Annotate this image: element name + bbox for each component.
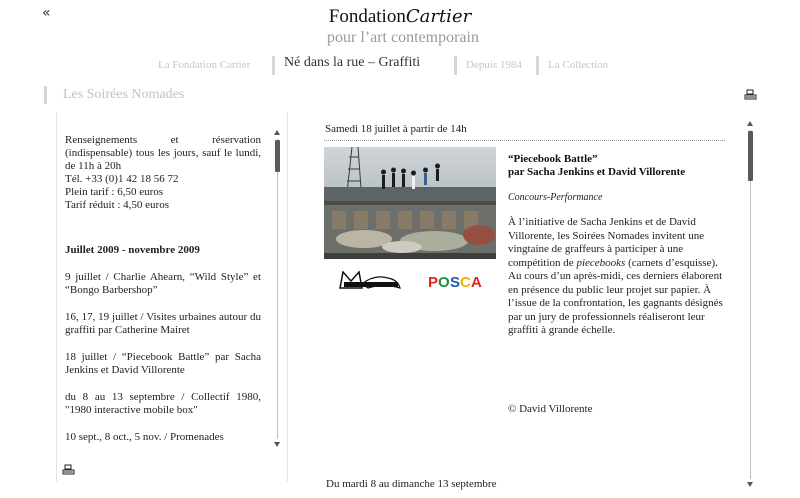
print-icon[interactable] [744,89,757,104]
sidebar-contact-block [65,134,261,212]
scroll-down-icon[interactable] [273,442,282,448]
logo-word-cartier: Cartier [405,6,472,27]
scroll-up-icon[interactable] [273,130,282,136]
nav-separator [272,56,275,75]
logo-title [0,6,800,28]
sidebar-content [65,134,261,458]
scroll-up-icon[interactable] [746,121,755,127]
section-title: Les Soirées Nomades [63,87,185,102]
sidebar-event-link[interactable]: 16, 17, 19 juillet / Visites urbaines autour du graffiti par Catherine Mairet [65,311,261,336]
scroll-track[interactable] [750,130,751,479]
event-description-italic: piecebooks [576,256,626,269]
posca-logo [428,274,482,291]
sponsor-logos [324,268,496,292]
sidebar-scrollbar[interactable] [273,130,282,448]
sidebar-event-link[interactable]: 18 juillet / “Piecebook Battle” par Sacha Jenkins et David Villorente [65,351,261,376]
dotted-divider [324,140,725,141]
svg-text:O: O [438,274,450,291]
logo-subtitle: pour l’art contemporain [327,29,479,46]
scroll-track[interactable] [277,139,278,439]
event-description-part1: À l’initiative de Sacha Jenkins et de David Villorente, les Soirées Nomades invitent une vingtaine de graffeurs à participer à une compétition de [508,216,705,269]
sidebar-full-price: Plein tarif : 6,50 euros [65,186,164,198]
sidebar-event-link[interactable]: 10 sept., 8 oct., 5 nov. / Promenades [65,431,224,443]
sidebar-contact-hours: Renseignements et réservation (indispensable) tous les jours, sauf le lundi, de 11h à 20h [65,134,261,172]
sponsor-logos-graphic [324,268,496,292]
main-content [324,112,734,498]
print-icon-graphic [744,89,757,101]
sidebar-phone: Tél. +33 (0)1 42 18 56 72 [65,173,179,185]
nav-item-ne-dans-la-rue[interactable]: Né dans la rue – Graffiti [284,55,421,70]
scroll-down-icon[interactable] [746,482,755,488]
event-description-part2: (carnets d’esquisse). Au cours d’un après-midi, ces derniers élaborent en présence du public leur projet sur papier. À l’issue de la confrontation, les gagnants désignés par un jury de professionnels réaliseront leur graffiti à grande échelle. [508,256,723,336]
montana-logo [340,272,400,288]
logo [0,6,800,47]
sidebar-event-link[interactable]: 9 juillet / Charlie Ahearn, “Wild Style” et “Bongo Barbershop” [65,271,261,296]
svg-text:A: A [471,274,482,291]
event-photo-graphic [324,147,496,259]
section-marker [44,86,47,104]
nav-item-la-fondation[interactable]: La Fondation Cartier [158,59,251,71]
nav-item-la-collection[interactable]: La Collection [548,59,609,71]
logo-word-fondation: Fondation [328,6,406,27]
svg-text:P: P [428,274,439,291]
svg-text:S: S [450,274,461,291]
event-title-line2: par Sacha Jenkins et David Villorente [508,166,686,178]
scroll-thumb[interactable] [748,131,753,181]
sidebar-panel [56,112,288,482]
event-title-line1: “Piecebook Battle” [508,153,598,165]
nav-separator [536,56,539,75]
main-scrollbar[interactable] [746,121,755,488]
top-navigation [0,56,800,78]
event-photo [324,147,496,259]
event-type: Concours-Performance [508,192,603,203]
next-event-date: Du mardi 8 au dimanche 13 septembre [326,478,497,490]
nav-item-depuis-1984[interactable]: Depuis 1984 [466,59,522,71]
print-icon[interactable] [62,464,75,479]
back-icon[interactable]: « [42,5,51,21]
sidebar-reduced-price: Tarif réduit : 4,50 euros [65,199,170,211]
event-date: Samedi 18 juillet à partir de 14h [325,123,467,135]
photo-credit: © David Villorente [508,403,593,415]
sidebar-event-link[interactable]: du 8 au 13 septembre / Collectif 1980, "1980 interactive mobile box" [65,391,261,416]
print-icon-graphic [62,464,75,476]
nav-separator [454,56,457,75]
sidebar-period-heading: Juillet 2009 - novembre 2009 [65,244,200,256]
svg-text:C: C [460,274,471,291]
scroll-thumb[interactable] [275,140,280,172]
event-description [508,216,723,338]
event-title [508,153,728,179]
